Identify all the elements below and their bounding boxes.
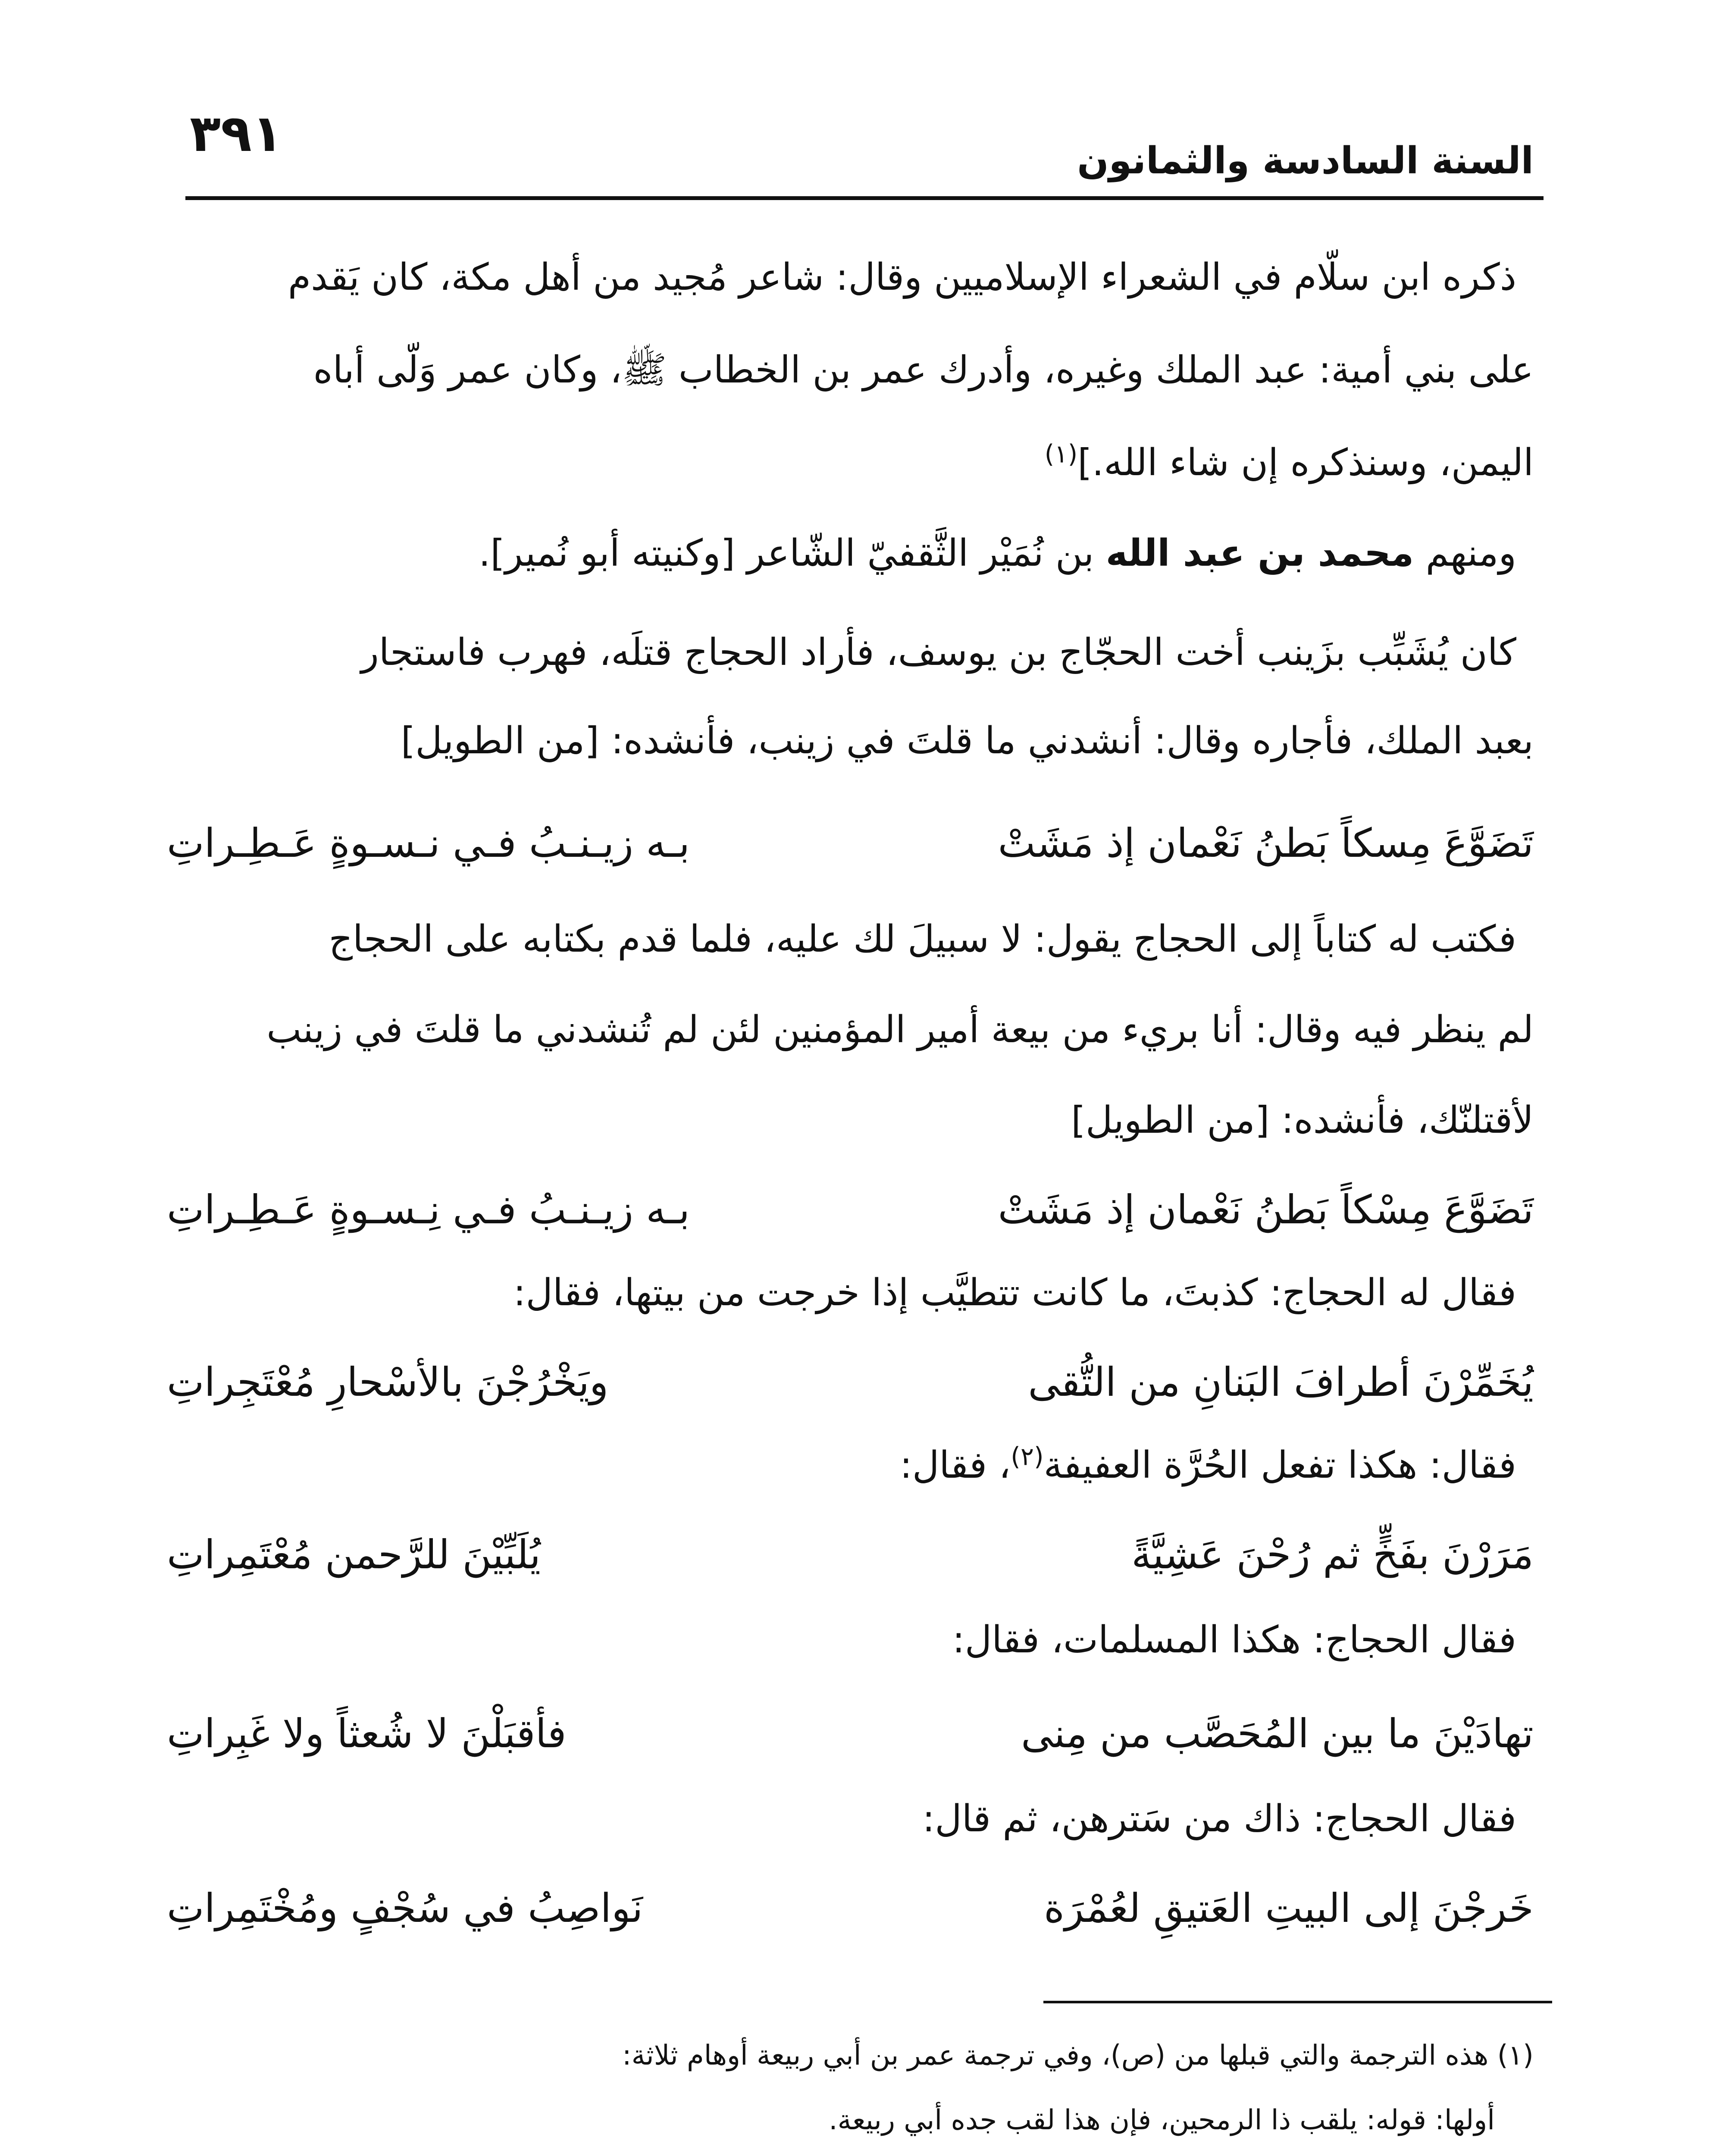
header-rule (185, 196, 1544, 200)
body-line: فكتب له كتاباً إلى الحجاج يقول: لا سبيلَ لك عليه، فلما قدم بكتابه على الحجاج (329, 918, 1516, 961)
body-line: ذكره ابن سلّام في الشعراء الإسلاميين وقال: شاعر مُجيد من أهل مكة، كان يَقدم (288, 256, 1516, 299)
body-line: على بني أمية: عبد الملك وغيره، وأدرك عمر بن الخطاب ﷺ، وكان عمر وَلّى أباه (313, 348, 1534, 392)
footnote-ref: (٢) (1011, 1442, 1044, 1471)
body-line (171, 439, 1534, 484)
verse-hemistich-first: مَرَرْنَ بفَخٍّ ثم رُحْنَ عَشِيَّةً (1131, 1532, 1534, 1578)
verse-hemistich-first: خَرجْنَ إلى البيتِ العَتيقِ لعُمْرَة (1043, 1885, 1534, 1931)
verse-line (167, 1885, 1534, 1936)
body-line (171, 1442, 1516, 1487)
footnote-line: أولها: قوله: يلقب ذا الرمحين، فإن هذا لقب جده أبي ربيعة. (829, 2104, 1495, 2136)
verse-hemistich-first: تهادَيْنَ ما بين المُحَصَّب من مِنى (1021, 1711, 1534, 1757)
verse-hemistich-second: نَواصِبُ في سُجْفٍ ومُخْتَمِراتِ (167, 1885, 643, 1931)
verse-hemistich-second: بـه زيـنـبُ فـي نـسـوةٍ عَـطِـراتِ (167, 820, 690, 866)
verse-line (167, 1711, 1534, 1761)
body-text: بن نُمَيْر الثَّقفيّ الشّاعر [وكنيته أبو نُمير]. (479, 532, 1106, 575)
person-name: محمد بن عبد الله (1105, 532, 1414, 575)
verse-line (167, 1187, 1534, 1238)
body-text: اليمن، وسنذكره إن شاء الله.] (1077, 441, 1534, 484)
verse-line (167, 1359, 1534, 1410)
body-line: لم ينظر فيه وقال: أنا بريء من بيعة أمير المؤمنين لئن لم تُنشدني ما قلتَ في زينب (266, 1008, 1534, 1051)
body-line (171, 532, 1516, 575)
footnote-rule (1043, 2001, 1552, 2003)
body-line: لأقتلنّك، فأنشده: [من الطويل] (1071, 1099, 1534, 1142)
page-number: ٣٩١ (190, 103, 283, 163)
verse-hemistich-second: ويَخْرُجْنَ بالأسْحارِ مُعْتَجِراتِ (167, 1359, 609, 1405)
verse-hemistich-first: يُخَمِّرْنَ أطرافَ البَنانِ من التُّقى (1028, 1359, 1534, 1405)
body-text: ، فقال: (899, 1444, 1011, 1487)
verse-hemistich-second: فأقبَلْنَ لا شُعثاً ولا غَبِراتِ (167, 1711, 567, 1757)
body-text: ومنهم (1414, 532, 1516, 575)
verse-hemistich-first: تَضَوَّعَ مِسْكاً بَطنُ نَعْمان إذ مَشَتْ (998, 1187, 1534, 1233)
body-line: فقال له الحجاج: كذبتَ، ما كانت تتطيَّب إذا خرجت من بيتها، فقال: (513, 1271, 1516, 1314)
footnote-line: (١) هذه الترجمة والتي قبلها من (ص)، وفي ترجمة عمر بن أبي ربيعة أوهام ثلاثة: (622, 2040, 1534, 2071)
body-line: فقال الحجاج: هكذا المسلمات، فقال: (952, 1618, 1516, 1661)
footnote-ref: (١) (1044, 439, 1078, 469)
running-title: السنة السادسة والثمانون (1077, 139, 1534, 182)
body-line: كان يُشَبِّب بزَينب أخت الحجّاج بن يوسف، فأراد الحجاج قتلَه، فهرب فاستجار (361, 631, 1516, 674)
body-text: فقال: هكذا تفعل الحُرَّة العفيفة (1043, 1444, 1516, 1487)
verse-line (167, 1532, 1534, 1583)
verse-hemistich-second: بـه زيـنـبُ فـي نِـسـوةٍ عَـطِـراتِ (167, 1187, 690, 1233)
verse-hemistich-second: يُلَبِّيْنَ للرَّحمن مُعْتَمِراتِ (167, 1532, 541, 1578)
verse-hemistich-first: تَضَوَّعَ مِسكاً بَطنُ نَعْمان إذ مَشَتْ (998, 820, 1534, 866)
verse-line (167, 820, 1534, 871)
body-line: فقال الحجاج: ذاك من سَترهن، ثم قال: (922, 1797, 1516, 1840)
body-line: بعبد الملك، فأجاره وقال: أنشدني ما قلتَ في زينب، فأنشده: [من الطويل] (401, 719, 1534, 762)
